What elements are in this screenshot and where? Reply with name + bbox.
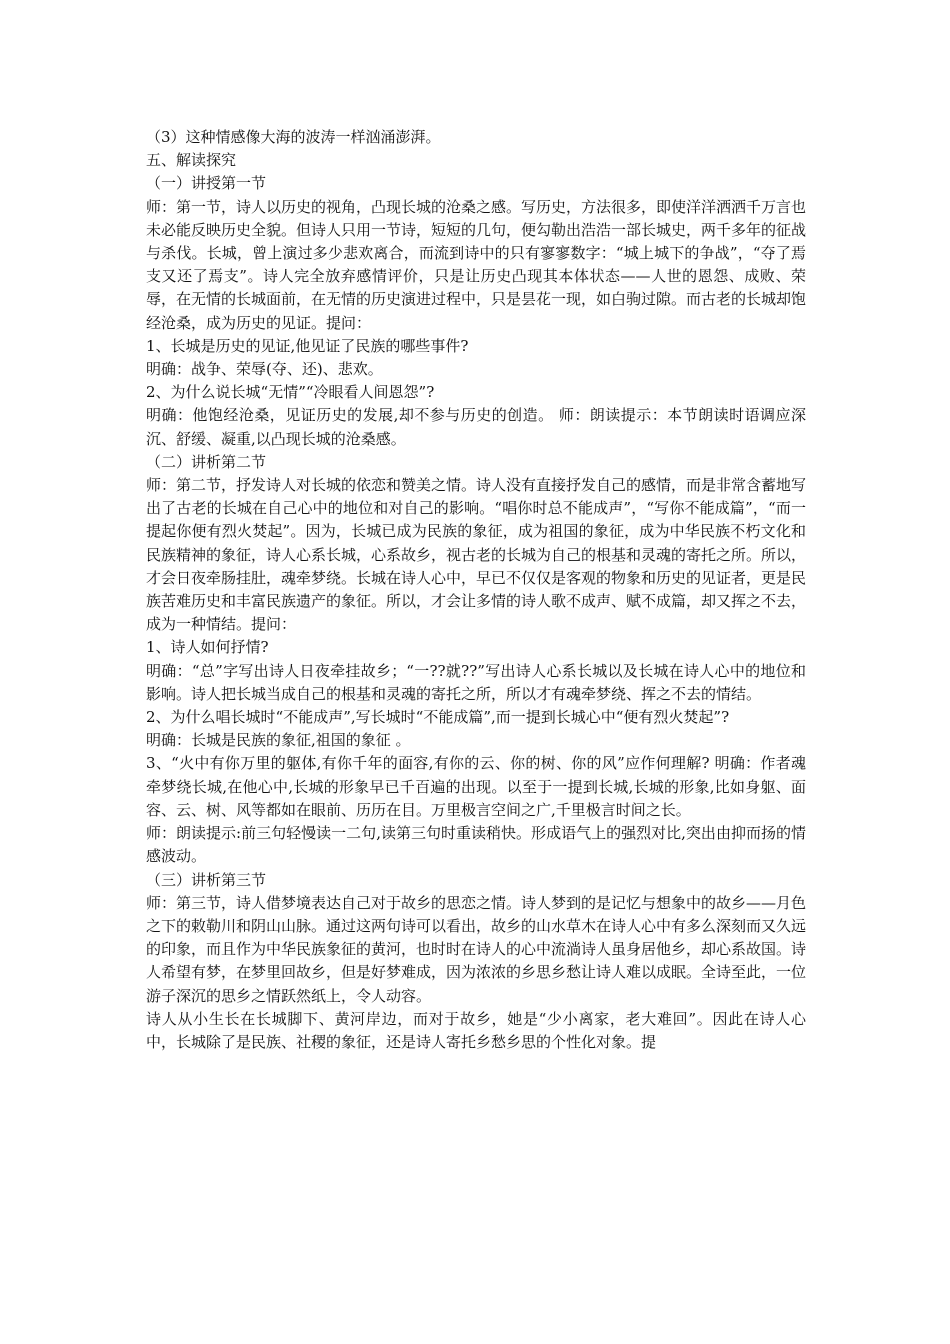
question-1-2: 2、为什么说长城“无情”“冷眼看人间恩怨”? xyxy=(146,383,435,402)
paragraph-3-continued: 诗人从小生长在长城脚下、黄河岸边，而对于故乡，她是“少小离家，老大难回”。因此在诗人心中，长城除了是民族、社稷的象征，还是诗人寄托乡愁乡思的个性化对象。提 xyxy=(146,1009,806,1051)
question-2-3: 3、“火中有你万里的躯体,有你千年的面容,有你的云、你的树、你的风”应作何理解? 明确：作者魂牵梦绕长城,在他心中,长城的形象早已千百遍的出现。以至于一提到长城,长城的形象,比如身躯、面容、云、树、风等都如在眼前、历历在目。万里极言空间之广,千里极言时间之长。 xyxy=(146,754,806,819)
item-3-line: （3）这种情感像大海的波涛一样汹涌澎湃。 xyxy=(146,128,441,146)
question-1-1: 1、长城是历史的见证,他见证了民族的哪些事件? xyxy=(146,336,469,355)
question-2-1: 1、诗人如何抒情? xyxy=(146,638,269,657)
answer-2-1: 明确：“总”字写出诗人日夜牵挂故乡；“一??就??”写出诗人心系长城以及长城在诗人心中的地位和影响。诗人把长城当成自己的根基和灵魂的寄托之所，所以才有魂牵梦绕、挥之不去的情结。 xyxy=(146,661,806,703)
document-page xyxy=(146,126,806,1054)
answer-1-1: 明确：战争、荣辱(夺、还)、悲欢。 xyxy=(146,360,383,379)
subsection-heading-2: （二）讲析第二节 xyxy=(146,452,267,471)
section-heading-5: 五、解读探究 xyxy=(146,151,237,170)
teacher-paragraph-2: 师：第二节，抒发诗人对长城的依恋和赞美之情。诗人没有直接抒发自己的感情，而是非常含蓄地写出了古老的长城在自己心中的地位和对自己的影响。“唱你时总不能成声”，“写你不能成篇”，“而一提起你便有烈火焚起”。因为，长城已成为民族的象征，成为祖国的象征，成为中华民族不朽文化和民族精神的象征，诗人心系长城，心系故乡，视古老的长城为自己的根基和灵魂的寄托之所。所以，才会日夜牵肠挂肚，魂牵梦绕。长城在诗人心中，早已不仅仅是客观的物象和历史的见证者，更是民族苦难历史和丰富民族遗产的象征。所以，才会让多情的诗人歌不成声、赋不成篇，却又挥之不去，成为一种情结。提问： xyxy=(146,476,807,634)
answer-1-2: 明确：他饱经沧桑，见证历史的发展,却不参与历史的创造。 师：朗读提示：本节朗读时语调应深沉、舒缓、凝重,以凸现长城的沧桑感。 xyxy=(146,406,806,448)
subsection-heading-3: （三）讲析第三节 xyxy=(146,870,267,889)
subsection-heading-1: （一）讲授第一节 xyxy=(146,174,267,193)
answer-2-2: 明确：长城是民族的象征,祖国的象征 。 xyxy=(146,731,411,750)
teacher-paragraph-3: 师：第三节，诗人借梦境表达自己对于故乡的思恋之情。诗人梦到的是记忆与想象中的故乡——月色之下的敕勒川和阴山山脉。通过这两句诗可以看出，故乡的山水草木在诗人心中有多么深刻而又久远的印象，而且作为中华民族象征的黄河，也时时在诗人的心中流淌诗人虽身居他乡，却心系故国。诗人希望有梦，在梦里回故乡，但是好梦难成，因为浓浓的乡思乡愁让诗人难以成眠。全诗至此，一位游子深沉的思乡之情跃然纸上，令人动容。 xyxy=(146,893,807,1005)
reading-tip-2: 师：朗读提示:前三句轻慢读一二句,读第三句时重读稍快。形成语气上的强烈对比,突出由抑而扬的情感波动。 xyxy=(146,824,806,866)
teacher-paragraph-1: 师：第一节，诗人以历史的视角，凸现长城的沧桑之感。写历史，方法很多，即使洋洋洒洒千万言也未必能反映历史全貌。但诗人只用一节诗，短短的几句，便勾勒出浩浩一部长城史，两千多年的征战与杀伐。长城，曾上演过多少悲欢离合，而流到诗中的只有寥寥数字：“城上城下的争战”，“夺了焉支又还了焉支”。诗人完全放弃感情评价，只是让历史凸现其本体状态——人世的恩怨、成败、荣辱，在无情的长城面前，在无情的历史演进过程中，只是昙花一现，如白驹过隙。而古老的长城却饱经沧桑，成为历史的见证。提问： xyxy=(146,197,807,332)
question-2-2: 2、为什么唱长城时“不能成声”,写长城时“不能成篇”,而一提到长城心中“便有烈火焚起”? xyxy=(146,708,730,727)
